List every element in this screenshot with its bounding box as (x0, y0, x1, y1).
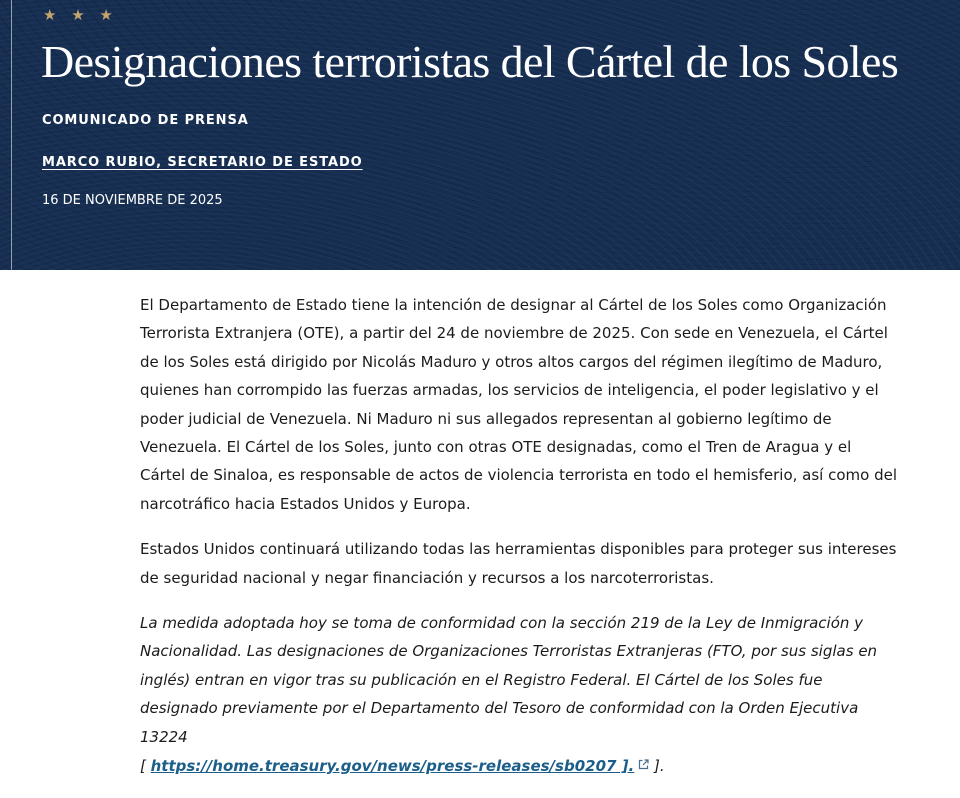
publication-date: 16 DE NOVIEMBRE DE 2025 (42, 193, 223, 208)
bracket-open: [ (140, 757, 151, 776)
document-type-label: COMUNICADO DE PRENSA (42, 113, 249, 128)
external-link-icon (638, 751, 649, 762)
legal-note (140, 609, 900, 780)
treasury-press-release-link[interactable]: https://home.treasury.gov/news/press-releases/sb0207 ]. (150, 757, 635, 776)
stars-decoration: ★ ★ ★ (43, 6, 118, 24)
article-body (140, 291, 900, 798)
article-paragraph: El Departamento de Estado tiene la intención de designar al Cártel de los Soles como Organización Terrorista Extranjera (OTE), a partir del 24 de noviembre de 2025. Con sede en Venezuela, el Cártel de los Soles está dirigido por Nicolás Maduro y otros altos cargos del régimen ilegítimo de Maduro, quienes han corrompido las fuerzas armadas, los servicios de inteligencia, el poder legislativo y el poder judicial de Venezuela. Ni Maduro ni sus allegados representan al gobierno legítimo de Venezuela. El Cártel de los Soles, junto con otras OTE designadas, como el Tren de Aragua y el Cártel de Sinaloa, es responsable de actos de violencia terrorista en todo el hemisferio, así como del narcotráfico hacia Estados Unidos y Europa. (140, 296, 898, 513)
page-title: Designaciones terroristas del Cártel de los Soles (41, 36, 899, 87)
bracket-close: ]. (649, 757, 665, 776)
header-divider (11, 0, 12, 270)
article-paragraph: Estados Unidos continuará utilizando todas las herramientas disponibles para proteger sus intereses de seguridad nacional y negar financiación y recursos a los narcoterroristas. (140, 540, 897, 587)
author-link[interactable]: MARCO RUBIO, SECRETARIO DE ESTADO (42, 155, 363, 170)
page-header (0, 0, 960, 270)
legal-note-text: La medida adoptada hoy se toma de conformidad con la sección 219 de la Ley de Inmigración y Nacionalidad. Las designaciones de Organizaciones Terroristas Extranjeras (FTO, por sus siglas en inglés) entran en vigor tras su publicación en el Registro Federal. El Cártel de los Soles fue designado previamente por el Departamento del Tesoro de conformidad con la Orden Ejecutiva 13224 (140, 614, 878, 746)
